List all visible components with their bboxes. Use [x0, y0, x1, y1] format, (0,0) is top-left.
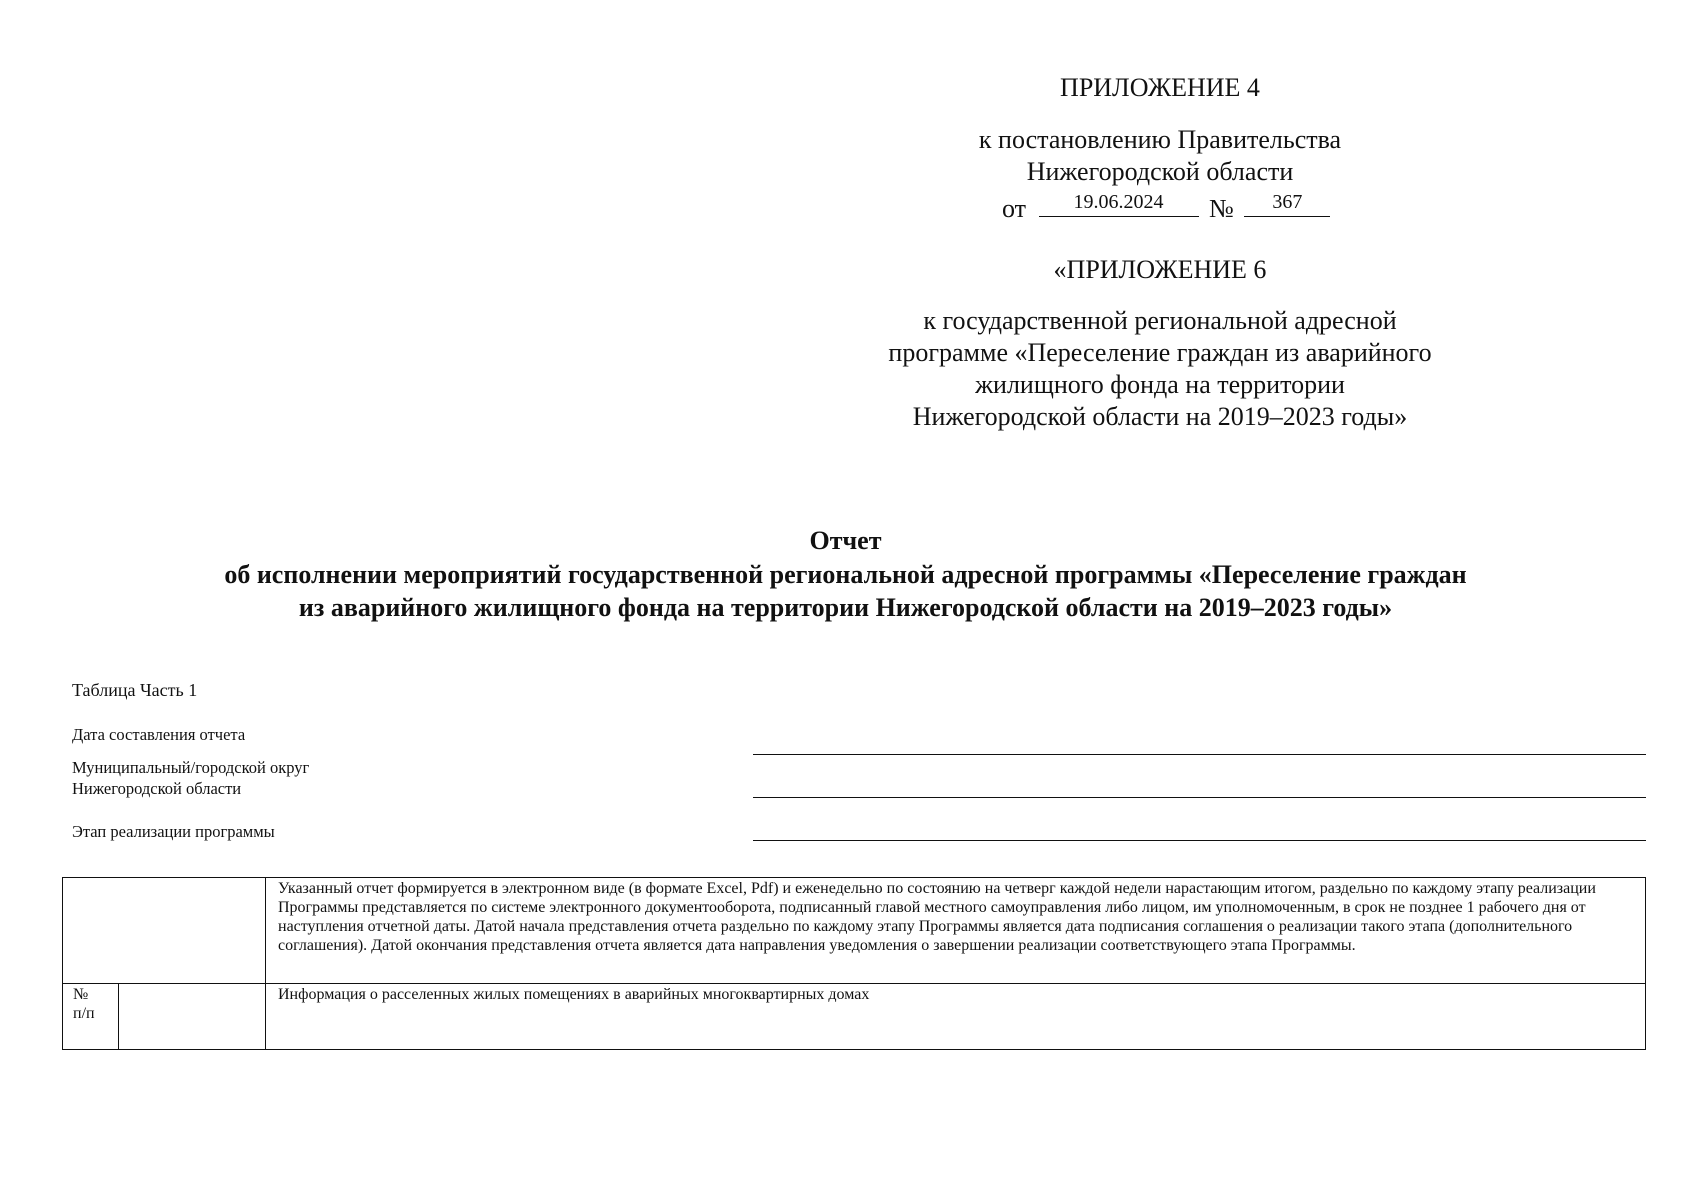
from-label: от — [1002, 194, 1027, 223]
report-date-line[interactable] — [753, 754, 1646, 755]
municipality-line[interactable] — [753, 797, 1646, 798]
num-header-line2: п/п — [73, 1005, 95, 1022]
appendix-title: ПРИЛОЖЕНИЕ 4 — [1060, 73, 1260, 102]
report-heading: Отчет — [809, 526, 882, 555]
decree-number-field — [1244, 190, 1330, 217]
appendix-line1: к постановлению Правительства — [978, 125, 1342, 154]
stage-label: Этап реализации программы — [72, 822, 275, 841]
decree-number-value: 367 — [1272, 191, 1303, 213]
municipality-label-line2: Нижегородской области — [72, 779, 242, 798]
report-date-label: Дата составления отчета — [72, 725, 246, 744]
appendix6-line: жилищного фонда на территории — [975, 370, 1345, 399]
table-row — [63, 984, 1646, 1050]
empty-cell — [63, 878, 266, 984]
table-part-label: Таблица Часть 1 — [72, 680, 198, 700]
info-header: Информация о расселенных жилых помещениях в аварийных многоквартирных домах — [266, 984, 1646, 1050]
stage-line[interactable] — [753, 840, 1646, 841]
appendix6-title: «ПРИЛОЖЕНИЕ 6 — [1053, 255, 1267, 284]
decree-date-field — [1039, 190, 1199, 217]
appendix6-line: к государственной региональной адресной — [923, 306, 1397, 335]
report-table — [62, 877, 1646, 1050]
report-note: Указанный отчет формируется в электронном виде (в формате Excel, Pdf) и еженедельно по состоянию на четверг каждой недели нарастающим итогом, раздельно по каждому этапу реализации Программы представляется по системе электронного документооборота, подписанный главой местного самоуправления либо лицом, им уполномоченным, в срок не позднее 1 рабочего дня от наступления отчетной даты. Датой начала представления отчета раздельно по каждому этапу Программы является дата подписания соглашения о реализации такого этапа (дополнительного соглашения). Датой окончания представления отчета является дата направления уведомления о завершении реализации соответствующего этапа Программы. — [266, 878, 1646, 984]
empty-cell — [119, 984, 266, 1050]
appendix6-line: программе «Переселение граждан из аварийного — [888, 338, 1432, 367]
report-title-line2: из аварийного жилищного фонда на территории Нижегородской области на 2019–2023 годы» — [298, 593, 1393, 622]
decree-date-number-line — [1002, 190, 1330, 225]
table-row — [63, 878, 1646, 984]
number-label: № — [1209, 194, 1234, 223]
appendix6-line: Нижегородской области на 2019–2023 годы» — [912, 402, 1408, 431]
municipality-label-line1: Муниципальный/городской округ — [72, 758, 310, 777]
appendix-line2: Нижегородской области — [1026, 157, 1294, 186]
num-header — [63, 984, 119, 1050]
decree-date-value: 19.06.2024 — [1073, 191, 1164, 213]
num-header-line1: № — [73, 986, 89, 1003]
report-title-line1: об исполнении мероприятий государственной региональной адресной программы «Переселение граждан — [224, 560, 1467, 589]
